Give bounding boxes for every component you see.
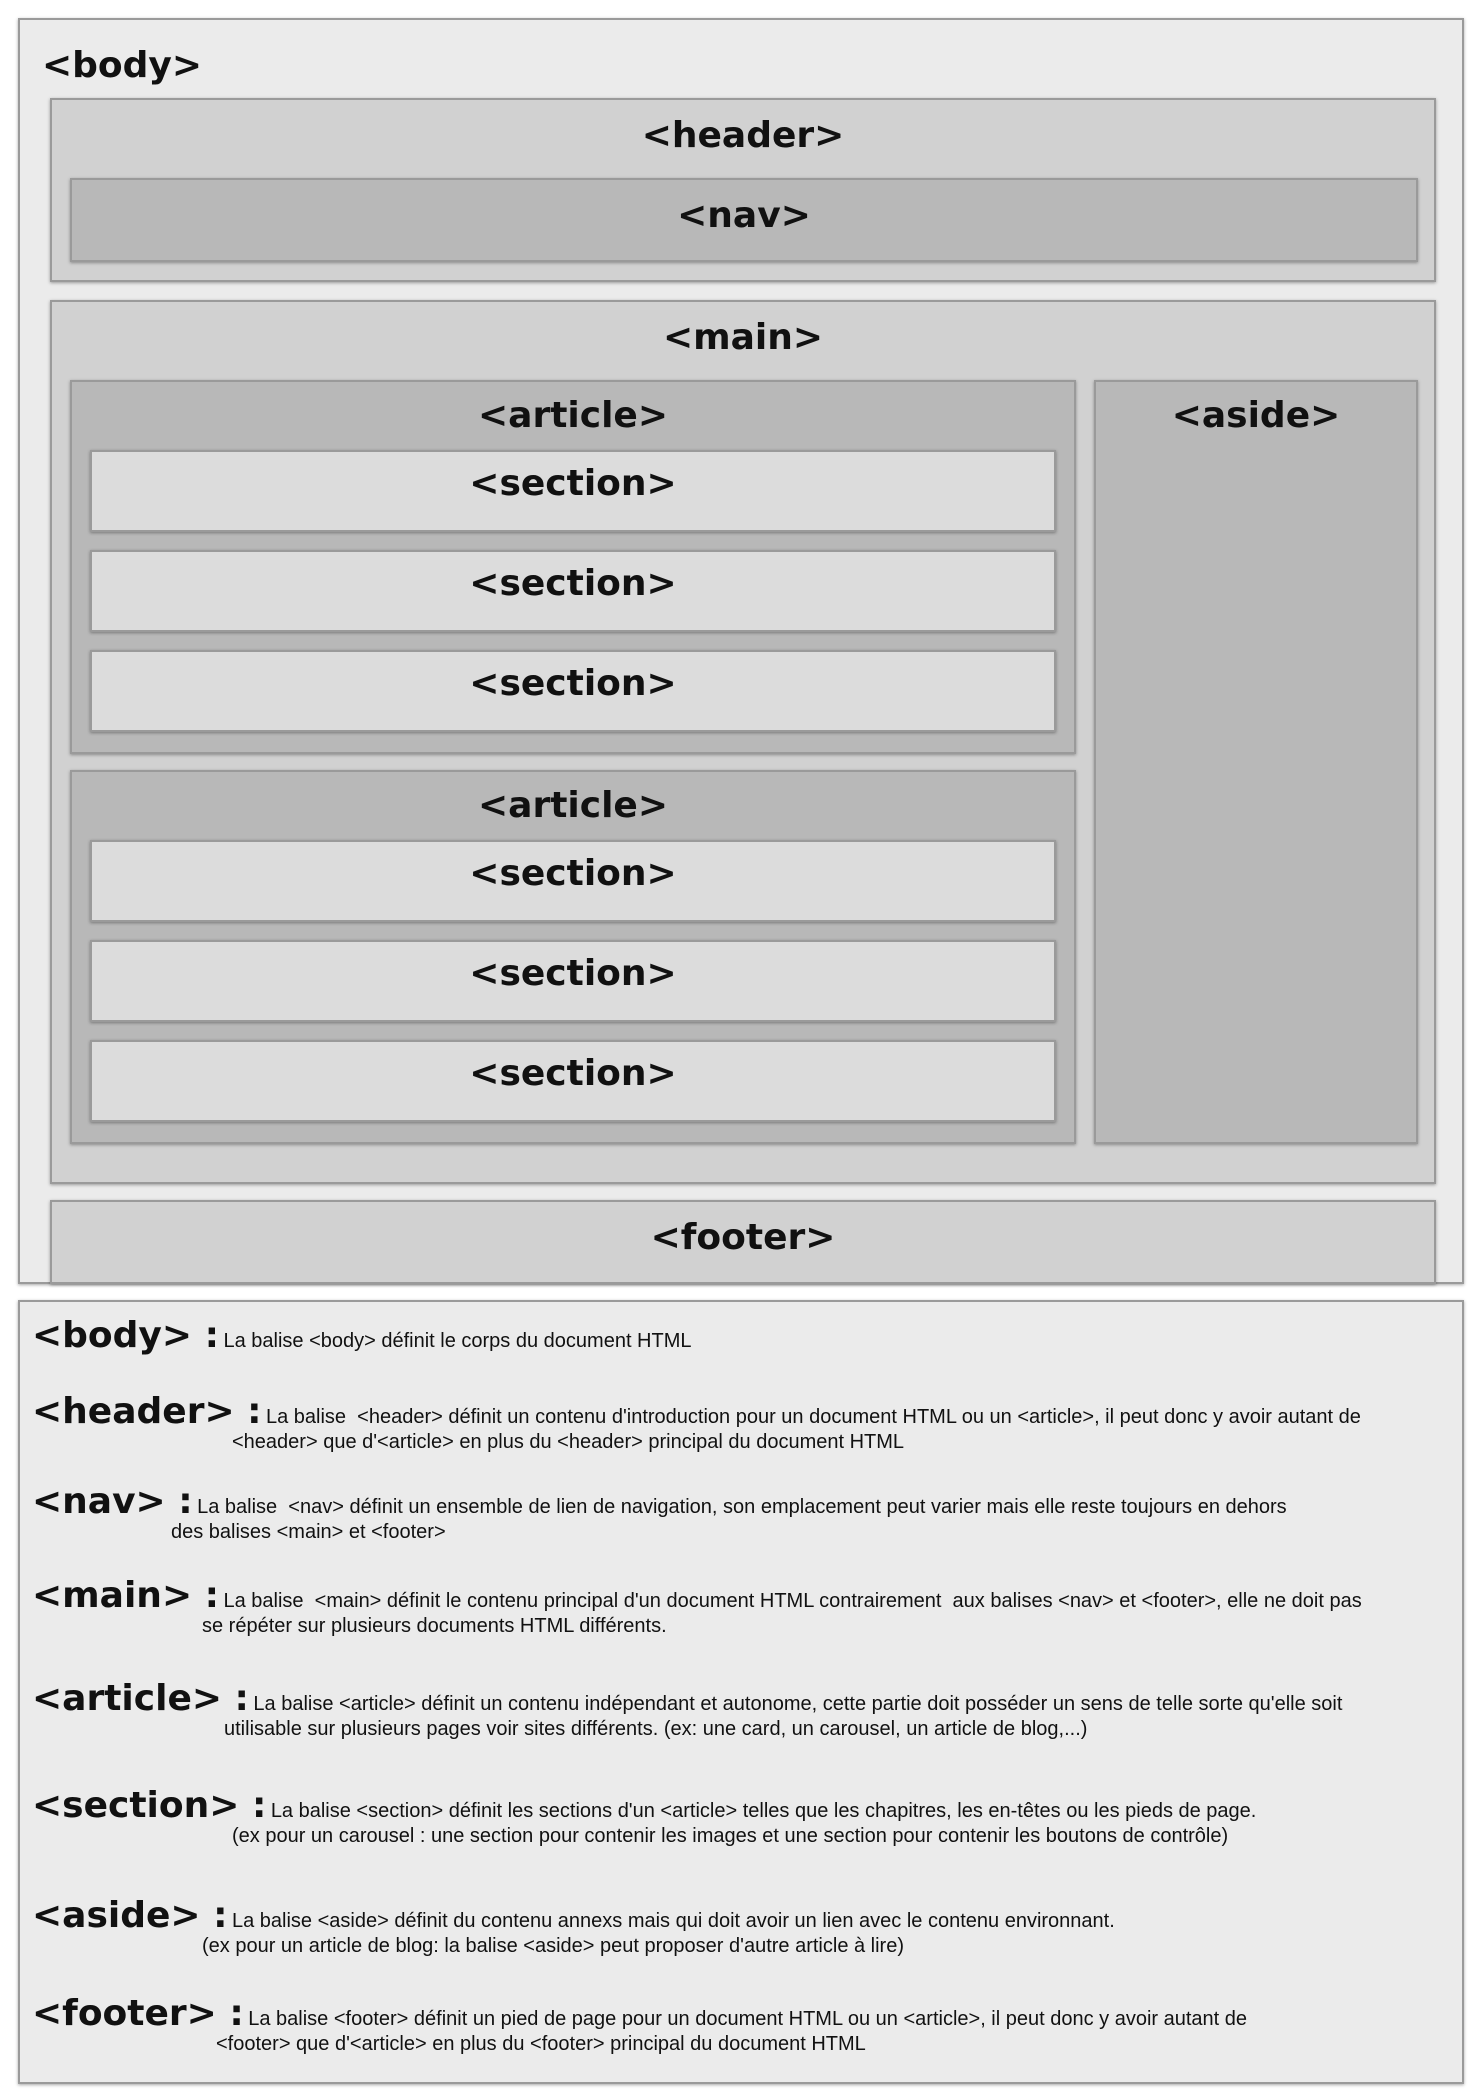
main-box [50,300,1436,1184]
legend-term: <header> : [32,1391,262,1432]
legend-entry-main [32,1575,1442,1637]
main-label: <main> [662,317,824,358]
aside-box [1094,380,1418,1144]
legend-term: <aside> : [32,1895,228,1936]
section-box [90,550,1056,632]
legend-entry-header [32,1391,1442,1453]
footer-label: <footer> [650,1217,836,1258]
legend-desc-continuation: utilisable sur plusieurs pages voir sites différents. (ex: une card, un carousel, un article de blog,...) [224,1718,1088,1740]
header-box [50,98,1436,282]
legend-desc: La balise <aside> définit du contenu annexs mais qui doit avoir un lien avec le contenu environnant. [231,1910,1115,1932]
legend-entry-nav [32,1481,1442,1543]
legend-desc-continuation: des balises <main> et <footer> [171,1521,446,1543]
legend-term: <footer> : [32,1993,244,2034]
legend-desc: La balise <nav> définit un ensemble de lien de navigation, son emplacement peut varier mais elle reste toujours en dehors [197,1496,1287,1518]
legend-entry-section [32,1785,1442,1847]
legend-term: <main> : [32,1575,220,1616]
header-label: <header> [641,115,845,156]
article-label: <article> [477,395,669,436]
nav-label: <nav> [677,195,811,236]
legend-entry-body [32,1316,1442,1357]
legend-term: <section> : [32,1785,267,1826]
legend-desc: La balise <body> définit le corps du document HTML [223,1330,692,1352]
section-box [90,450,1056,532]
legend-desc: La balise <main> définit le contenu principal d'un document HTML contrairement aux balises <nav> et <footer>, elle ne doit pas [223,1590,1362,1612]
section-box [90,840,1056,922]
article-box [70,380,1076,754]
legend-desc: La balise <article> définit un contenu indépendant et autonome, cette partie doit posséder un sens de telle sorte qu'elle soit [253,1693,1343,1715]
section-box [90,940,1056,1022]
legend-entry-footer [32,1993,1442,2055]
legend-desc: La balise <section> définit les sections d'un <article> telles que les chapitres, les en-têtes ou les pieds de page. [270,1800,1257,1822]
legend-term: <nav> : [32,1481,193,1522]
legend-panel [18,1300,1464,2084]
section-label: <section> [469,463,677,504]
legend-term: <body> : [32,1315,219,1356]
section-label: <section> [469,1053,677,1094]
legend-desc-continuation: (ex pour un article de blog: la balise <aside> peut proposer d'autre article à lire) [202,1935,905,1957]
aside-label: <aside> [1171,395,1341,436]
legend-desc-continuation: <footer> que d'<article> en plus du <footer> principal du document HTML [216,2033,866,2055]
article-label: <article> [477,785,669,826]
legend-desc-continuation: <header> que d'<article> en plus du <header> principal du document HTML [232,1431,905,1453]
section-label: <section> [469,853,677,894]
body-label: <body> [42,45,203,86]
legend-desc-continuation: (ex pour un carousel : une section pour contenir les images et une section pour contenir les boutons de contrôle) [232,1825,1229,1847]
legend-entry-article [32,1678,1442,1740]
body-box [18,18,1464,1284]
section-box [90,650,1056,732]
legend-entry-aside [32,1895,1442,1957]
footer-box [50,1200,1436,1284]
legend-desc: La balise <footer> définit un pied de page pour un document HTML ou un <article>, il peut donc y avoir autant de [248,2008,1248,2030]
section-box [90,1040,1056,1122]
nav-box [70,178,1418,262]
section-label: <section> [469,563,677,604]
article-box [70,770,1076,1144]
section-label: <section> [469,663,677,704]
legend-desc: La balise <header> définit un contenu d'introduction pour un document HTML ou un <article>, il peut donc y avoir autant de [266,1406,1361,1428]
legend-desc-continuation: se répéter sur plusieurs documents HTML différents. [202,1615,667,1637]
section-label: <section> [469,953,677,994]
legend-term: <article> : [32,1678,249,1719]
